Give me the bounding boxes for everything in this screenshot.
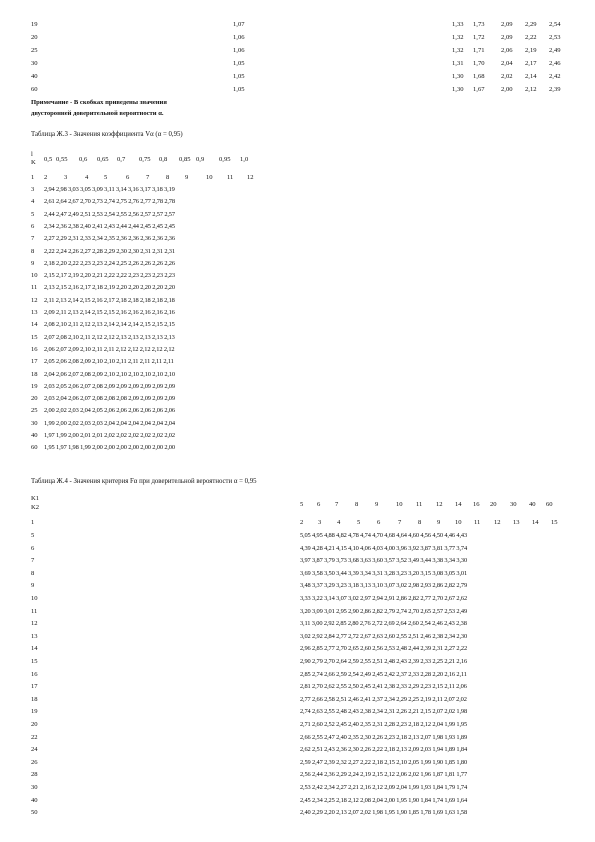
col-number: 12 <box>247 174 254 181</box>
table-row: 2,22 2,24 2,26 2,27 2,28 2,29 2,30 2,30 2,31 2,31 2,31 <box>44 247 175 255</box>
col-number: 9 <box>437 519 441 526</box>
k1-value: 11 <box>416 501 423 508</box>
value-cell: 2,53 <box>549 34 561 41</box>
col-number: 13 <box>513 519 520 526</box>
value-cell: 2,06 <box>501 47 513 54</box>
table-row: 2,07 2,08 2,10 2,11 2,12 2,12 2,13 2,13 2,13 2,13 2,13 <box>44 333 175 341</box>
table-row: 2,05 2,06 2,08 2,09 2,10 2,10 2,11 2,11 2,11 2,11 2,11 <box>44 358 174 366</box>
value-cell: 1,32 <box>452 47 464 54</box>
col-number: 15 <box>551 519 558 526</box>
table-row: 3,48 3,37 3,29 3,23 3,18 3,13 3,10 3,07 3,02 2,98 2,93 2,86 2,82 2,79 <box>300 582 467 590</box>
row-label: 15 <box>31 333 38 341</box>
table-row: 2,59 2,47 2,39 2,32 2,27 2,22 2,18 2,15 2,10 2,05 1,99 1,90 1,85 1,80 <box>300 758 467 766</box>
row-label: 14 <box>31 321 38 329</box>
row-label: 19 <box>31 708 38 716</box>
row-label: 10 <box>31 272 38 280</box>
l-value: 0,9 <box>196 156 205 163</box>
table-row: 2,90 2,79 2,70 2,64 2,59 2,55 2,51 2,48 2,43 2,39 2,33 2,25 2,21 2,16 <box>300 658 467 665</box>
row-label: 28 <box>31 771 38 779</box>
table-row: 2,61 2,64 2,67 2,70 2,73 2,74 2,75 2,76 2,77 2,78 2,78 <box>44 198 175 206</box>
row-label: 13 <box>31 309 38 316</box>
col-number: 11 <box>227 174 234 181</box>
value-cell: 1,33 <box>452 21 464 28</box>
table-row: 2,96 2,85 2,77 2,70 2,65 2,60 2,56 2,53 2,48 2,44 2,39 2,31 2,27 2,22 <box>300 645 467 653</box>
table-row: 2,15 2,17 2,19 2,20 2,21 2,22 2,22 2,23 2,23 2,23 2,23 <box>44 272 175 280</box>
value-cell: 1,70 <box>473 60 485 67</box>
k1-value: 8 <box>355 501 359 508</box>
row-label: 6 <box>31 544 35 552</box>
row-label: 30 <box>31 60 38 67</box>
table-zh4-caption: Таблица Ж.4 - Значения критерия Fα при доверительной вероятности α = 0,95 <box>31 478 257 485</box>
row-label: 40 <box>31 432 38 439</box>
value-cell: 2,02 <box>501 73 513 80</box>
table-row: 2,11 2,13 2,14 2,15 2,16 2,17 2,18 2,18 2,18 2,18 2,18 <box>44 296 175 304</box>
table-row: 2,34 2,36 2,38 2,40 2,41 2,43 2,44 2,44 2,45 2,45 2,45 <box>44 222 175 230</box>
row-label: 25 <box>31 47 38 54</box>
col-number: 10 <box>455 519 462 526</box>
row-label: 18 <box>31 695 38 703</box>
row-label: 7 <box>31 557 35 565</box>
k1-value: 30 <box>510 501 517 508</box>
table-row: 2,13 2,15 2,16 2,17 2,18 2,19 2,20 2,20 2,20 2,20 2,20 <box>44 284 175 292</box>
row-label: 30 <box>31 419 38 427</box>
row-label: 6 <box>31 222 35 230</box>
value-cell: 1,06 <box>233 34 245 41</box>
l-value: 0,95 <box>219 156 231 163</box>
k1-value: 10 <box>396 501 403 508</box>
col-number: 7 <box>146 174 150 181</box>
col-number: 6 <box>377 519 381 526</box>
l-value: 0,85 <box>179 156 191 163</box>
note-line-1: Примечание - В скобках приведены значения <box>31 99 167 106</box>
col-number: 8 <box>418 519 422 526</box>
row-label: 30 <box>31 784 38 791</box>
table-row: 2,94 2,98 3,03 3,05 3,09 3,11 3,14 3,16 3,17 3,18 3,19 <box>44 186 175 193</box>
table-row: 2,40 2,29 2,20 2,13 2,07 2,02 1,98 1,95 1,90 1,85 1,78 1,69 1,63 1,58 <box>300 809 467 817</box>
table-row: 1,97 1,99 2,00 2,01 2,01 2,02 2,02 2,02 2,02 2,02 2,02 <box>44 432 175 439</box>
l-value: 0,7 <box>117 156 126 163</box>
col-number: 1 <box>31 174 35 181</box>
col-number: 9 <box>185 174 189 181</box>
k1-value: 7 <box>335 501 339 508</box>
value-cell: 2,22 <box>525 34 537 41</box>
zh4-header-k1: K1 <box>31 495 40 502</box>
table-row: 2,74 2,63 2,55 2,48 2,43 2,38 2,34 2,31 2,26 2,21 2,15 2,07 2,02 1,98 <box>300 708 467 716</box>
value-cell: 1,73 <box>473 21 485 28</box>
col-number: 12 <box>494 519 501 526</box>
row-label: 40 <box>31 73 38 80</box>
row-label: 11 <box>31 607 38 615</box>
row-label: 12 <box>31 296 38 304</box>
table-row: 3,11 3,00 2,92 2,85 2,80 2,76 2,72 2,69 2,64 2,60 2,54 2,46 2,43 2,38 <box>300 620 467 628</box>
zh3-header-k: K <box>31 159 36 166</box>
row-label: 19 <box>31 21 38 28</box>
value-cell: 1,67 <box>473 86 485 93</box>
value-cell: 1,31 <box>452 60 464 67</box>
table-row: 3,20 3,09 3,01 2,95 2,90 2,86 2,82 2,79 2,74 2,70 2,65 2,57 2,53 2,49 <box>300 607 467 615</box>
table-note <box>31 98 167 119</box>
col-number: 10 <box>206 174 213 181</box>
col-number: 14 <box>532 519 539 526</box>
row-label: 9 <box>31 582 35 590</box>
value-cell: 2,00 <box>501 86 513 93</box>
k1-value: 20 <box>490 501 497 508</box>
k1-value: 40 <box>529 501 536 508</box>
col-number: 11 <box>474 519 481 526</box>
row-label: 40 <box>31 796 38 804</box>
col-number: 3 <box>64 174 68 181</box>
table-row: 2,53 2,42 2,34 2,27 2,21 2,16 2,12 2,09 2,04 1,99 1,93 1,84 1,79 1,74 <box>300 784 467 791</box>
row-label: 10 <box>31 595 38 602</box>
table-row: 2,27 2,29 2,31 2,33 2,34 2,35 2,36 2,36 2,36 2,36 2,36 <box>44 235 175 243</box>
value-cell: 1,30 <box>452 73 464 80</box>
k1-value: 14 <box>455 501 462 508</box>
table-row: 2,85 2,74 2,66 2,59 2,54 2,49 2,45 2,42 2,37 2,33 2,28 2,20 2,16 2,11 <box>300 670 467 678</box>
value-cell: 1,06 <box>233 47 245 54</box>
col-number: 4 <box>337 519 341 526</box>
table-row: 2,09 2,11 2,13 2,14 2,15 2,15 2,16 2,16 2,16 2,16 2,16 <box>44 309 175 316</box>
row-label: 14 <box>31 645 38 653</box>
l-value: 0,8 <box>159 156 168 163</box>
row-label: 4 <box>31 198 35 206</box>
table-row: 2,00 2,02 2,03 2,04 2,05 2,06 2,06 2,06 2,06 2,06 2,06 <box>44 407 175 415</box>
table-row: 2,56 2,44 2,36 2,29 2,24 2,19 2,15 2,12 2,06 2,02 1,96 1,87 1,81 1,77 <box>300 771 467 779</box>
l-value: 0,65 <box>97 156 109 163</box>
table-row: 1,99 2,00 2,02 2,03 2,03 2,04 2,04 2,04 2,04 2,04 2,04 <box>44 419 175 427</box>
row-label: 12 <box>31 620 38 628</box>
zh3-header-l: l <box>31 151 33 158</box>
row-label: 7 <box>31 235 35 243</box>
table-row: 2,18 2,20 2,22 2,23 2,23 2,24 2,25 2,26 2,26 2,26 2,26 <box>44 259 175 267</box>
table-row: 2,77 2,66 2,58 2,51 2,46 2,41 2,37 2,34 2,29 2,25 2,19 2,11 2,07 2,02 <box>300 695 467 703</box>
row-label: 16 <box>31 670 38 678</box>
value-cell: 1,05 <box>233 60 245 67</box>
value-cell: 1,30 <box>452 86 464 93</box>
table-row: 2,04 2,06 2,07 2,08 2,09 2,10 2,10 2,10 2,10 2,10 2,10 <box>44 370 175 378</box>
value-cell: 2,19 <box>525 47 537 54</box>
value-cell: 2,09 <box>501 21 513 28</box>
l-value: 1,0 <box>240 156 249 163</box>
k1-value: 12 <box>436 501 443 508</box>
table-row: 5,05 4,95 4,88 4,82 4,78 4,74 4,70 4,68 4,64 4,60 4,56 4,50 4,46 4,43 <box>300 532 467 539</box>
row-label: 16 <box>31 345 38 353</box>
table-row: 2,71 2,60 2,52 2,45 2,40 2,35 2,31 2,28 2,23 2,18 2,12 2,04 1,99 1,95 <box>300 721 467 728</box>
col-number: 3 <box>318 519 322 526</box>
col-number: 7 <box>398 519 402 526</box>
row-label: 20 <box>31 721 38 728</box>
row-label: 60 <box>31 86 38 93</box>
row-label: 8 <box>31 569 35 577</box>
row-label: 8 <box>31 247 35 255</box>
row-label: 5 <box>31 532 35 539</box>
row-label: 13 <box>31 632 38 640</box>
value-cell: 2,49 <box>549 47 561 54</box>
table-row: 3,69 3,58 3,50 3,44 3,39 3,34 3,31 3,28 3,23 3,20 3,15 3,08 3,05 3,01 <box>300 569 467 577</box>
k1-value: 5 <box>300 501 304 508</box>
table-row: 4,39 4,28 4,21 4,15 4,10 4,06 4,03 4,00 3,96 3,92 3,87 3,81 3,77 3,74 <box>300 544 467 552</box>
row-label: 20 <box>31 34 38 41</box>
col-number: 2 <box>300 519 304 526</box>
note-line-2: двусторонней доверительной вероятности α. <box>31 109 164 117</box>
col-number: 1 <box>31 519 35 526</box>
value-cell: 2,09 <box>501 34 513 41</box>
value-cell: 1,05 <box>233 73 245 80</box>
col-number: 8 <box>166 174 170 181</box>
row-label: 9 <box>31 259 35 267</box>
value-cell: 1,05 <box>233 86 245 93</box>
value-cell: 1,71 <box>473 47 485 54</box>
table-row: 2,03 2,04 2,06 2,07 2,08 2,08 2,08 2,09 2,09 2,09 2,09 <box>44 395 175 403</box>
col-number: 2 <box>44 174 48 181</box>
row-label: 24 <box>31 746 38 754</box>
row-label: 11 <box>31 284 38 292</box>
table-row: 2,62 2,51 2,43 2,36 2,30 2,26 2,22 2,18 2,13 2,09 2,03 1,94 1,89 1,84 <box>300 746 467 754</box>
row-label: 15 <box>31 658 38 665</box>
table-row: 2,81 2,70 2,62 2,55 2,50 2,45 2,41 2,38 2,33 2,29 2,23 2,15 2,11 2,06 <box>300 683 467 691</box>
row-label: 17 <box>31 683 38 691</box>
value-cell: 2,42 <box>549 73 561 80</box>
value-cell: 1,68 <box>473 73 485 80</box>
value-cell: 1,72 <box>473 34 485 41</box>
row-label: 3 <box>31 186 35 193</box>
row-label: 26 <box>31 758 38 766</box>
col-number: 4 <box>85 174 89 181</box>
k1-value: 9 <box>375 501 379 508</box>
row-label: 50 <box>31 809 38 817</box>
table-row: 3,97 3,87 3,79 3,73 3,68 3,63 3,60 3,57 3,52 3,49 3,44 3,38 3,34 3,30 <box>300 557 467 565</box>
table-row: 2,44 2,47 2,49 2,51 2,53 2,54 2,55 2,56 2,57 2,57 2,57 <box>44 210 175 218</box>
table-row: 2,45 2,34 2,25 2,18 2,12 2,08 2,04 2,00 1,95 1,90 1,84 1,74 1,69 1,64 <box>300 796 467 804</box>
row-label: 17 <box>31 358 38 366</box>
l-value: 0,6 <box>79 156 88 163</box>
value-cell: 2,46 <box>549 60 561 67</box>
table-row: 2,08 2,10 2,11 2,12 2,13 2,14 2,14 2,14 2,15 2,15 2,15 <box>44 321 175 329</box>
table-row: 2,06 2,07 2,09 2,10 2,11 2,11 2,12 2,12 2,12 2,12 2,12 <box>44 345 175 353</box>
value-cell: 2,14 <box>525 73 537 80</box>
value-cell: 1,07 <box>233 21 245 28</box>
table-zh3-caption: Таблица Ж.3 - Значения коэффициента Vα (α = 0,95) <box>31 131 183 138</box>
value-cell: 1,32 <box>452 34 464 41</box>
row-label: 5 <box>31 210 35 218</box>
col-number: 5 <box>357 519 361 526</box>
table-row: 2,66 2,55 2,47 2,40 2,35 2,30 2,26 2,23 2,18 2,13 2,07 1,98 1,93 1,89 <box>300 733 467 741</box>
l-value: 0,75 <box>139 156 151 163</box>
k1-value: 6 <box>317 501 321 508</box>
k1-value: 60 <box>546 501 553 508</box>
value-cell: 2,17 <box>525 60 537 67</box>
k1-value: 16 <box>473 501 480 508</box>
l-value: 0,55 <box>56 156 68 163</box>
row-label: 19 <box>31 382 38 390</box>
value-cell: 2,39 <box>549 86 561 93</box>
l-value: 0,5 <box>44 156 53 163</box>
row-label: 20 <box>31 395 38 403</box>
row-label: 25 <box>31 407 38 415</box>
row-label: 18 <box>31 370 38 378</box>
value-cell: 2,04 <box>501 60 513 67</box>
table-row: 2,03 2,05 2,06 2,07 2,08 2,09 2,09 2,09 2,09 2,09 2,09 <box>44 382 175 390</box>
table-row: 1,95 1,97 1,98 1,99 2,00 2,00 2,00 2,00 2,00 2,00 2,00 <box>44 444 175 452</box>
table-row: 3,02 2,92 2,84 2,77 2,72 2,67 2,63 2,60 2,55 2,51 2,46 2,38 2,34 2,30 <box>300 632 467 640</box>
value-cell: 2,12 <box>525 86 537 93</box>
zh4-header-k2: K2 <box>31 504 40 511</box>
col-number: 5 <box>104 174 108 181</box>
value-cell: 2,54 <box>549 21 561 28</box>
row-label: 60 <box>31 444 38 452</box>
table-row: 3,33 3,22 3,14 3,07 3,02 2,97 2,94 2,91 2,86 2,82 2,77 2,70 2,67 2,62 <box>300 595 467 602</box>
value-cell: 2,29 <box>525 21 537 28</box>
col-number: 6 <box>126 174 130 181</box>
row-label: 22 <box>31 733 38 741</box>
